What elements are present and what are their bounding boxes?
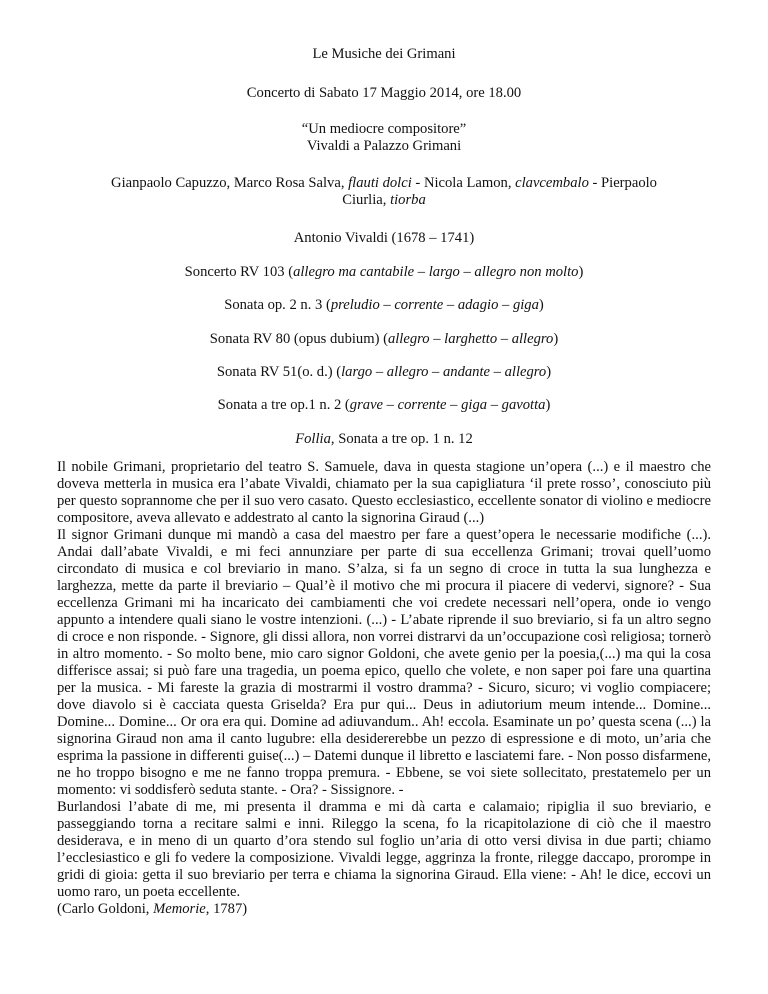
program-item-follia xyxy=(0,431,768,448)
series-title: Le Musiche dei Grimani xyxy=(312,46,456,62)
program-item-movements: largo – allegro – andante – allegro xyxy=(341,364,547,380)
program-item-close: ) xyxy=(578,264,584,280)
program-item-title: Sonata RV 80 (opus dubium) ( xyxy=(209,331,388,347)
performer-role-2: clavcembalo xyxy=(515,175,589,191)
program-item xyxy=(0,397,768,414)
program-item-title: Soncerto RV 103 ( xyxy=(184,264,294,280)
program-item-close: ) xyxy=(538,297,544,313)
program-item-close: ) xyxy=(546,364,552,380)
performer-names-1: Gianpaolo Capuzzo, Marco Rosa Salva, xyxy=(111,175,349,191)
excerpt-paragraph: Il signor Grimani dunque mi mandò a casa del maestro per fare a quest’opera le necessarie modifiche (...). Andai dall’abate Vivaldi, e mi feci annunziare per parte di sua eccellenza Grimani; trovai quell’uomo circondato di musica e col breviario in mano. S’alza, si fa un segno di croce in tutta la sua lunghezza e larghezza, mette da parte il breviario – Qual’è il motivo che mi procura il piacere di vedervi, signore? - Sua eccellenza Grimani mi ha incaricato dei cambiamenti che voi credete necessari nell’opera, onde io vengo appunto a intendere quali siano le vostre intenzioni. (...) - L’abate riprende il suo breviario, si fa un altro segno di croce e non risponde. - Signore, gli dissi allora, non vorrei distrarvi da un’occupazione così religiosa; tornerò in altro momento. - So molto bene, mio caro signor Goldoni, che avete genio per la poesia,(...) ma qui la cosa differisce assai; si può fare una tragedia, un poema epico, quello che volete, e non saper poi fare una quartina per la musica. - Mi fareste la grazia di mostrarmi il vostro dramma? - Sicuro, sicuro; vi voglio compiacere; dove diavolo si è cacciata questa Griselda? Era pur qui... Deus in adiutorium meum intende... Domine... Domine... Domine... Or ora era qui. Domine ad adiuvandum.. Ah! eccola. Esaminate un po’ questa scena (...) la signorina Giraud non ama il canto lugubre: ella desidererebbe un pezzo di espressione e di moto, un’aria che esprima la passione in differenti guise(...) – Datemi dunque il libretto e lasciatemi fare. - Non posso disfarmene, ne ho troppo bisogno e me ne fanno troppa premura. - Ebbene, se voi siete sollecitato, prestatemelo per un momento: vi soddisferò seduta stante. - Ora? - Sissignore. - xyxy=(57,527,711,798)
excerpt-citation xyxy=(57,901,711,918)
performer-role-3: tiorba xyxy=(390,192,426,208)
citation-open: (Carlo Goldoni, xyxy=(57,901,154,917)
concert-title: “Un mediocre compositore” xyxy=(301,121,467,137)
performer-role-1: flauti dolci xyxy=(348,175,412,191)
program-item-movements: allegro – larghetto – allegro xyxy=(387,331,554,347)
program-item-title: Sonata op. 2 n. 3 ( xyxy=(224,297,331,313)
performer-names-2: - Nicola Lamon, xyxy=(411,175,516,191)
program-item-close: ) xyxy=(545,397,551,413)
concert-subtitle: Vivaldi a Palazzo Grimani xyxy=(306,138,462,154)
program-item xyxy=(0,264,768,281)
program-item-title: Sonata RV 51(o. d.) ( xyxy=(216,364,342,380)
excerpt-paragraph: Burlandosi l’abate di me, mi presenta il dramma e mi dà carta e calamaio; ripiglia il suo breviario, e passeggiando torna a recitare salmi e inni. Rileggo la scena, fo la ricapitolazione di ciò che il maestro desiderava, e in meno di un quarto d’ora stendo sul foglio un’aria di otto versi divisa in due parti; chiamo l’ecclesiastico e gli fo vedere la composizione. Vivaldi legge, aggrinza la fronte, rilegge daccapo, prorompe in gridi di gioia: getta il suo breviario per terra e chiama la signorina Giraud. Ella viene: - Ah! le dice, eccovi un uomo raro, un poeta eccellente. xyxy=(57,799,711,900)
program-item-movements: preludio – corrente – adagio – giga xyxy=(330,297,539,313)
program-item xyxy=(0,331,768,348)
program-item-rest: , Sonata a tre op. 1 n. 12 xyxy=(330,431,473,447)
goldoni-excerpt xyxy=(57,459,711,918)
program-item-movements: allegro ma cantabile – largo – allegro non molto xyxy=(293,264,579,280)
program-item-italic-title: Follia xyxy=(295,431,331,447)
program-item-movements: grave – corrente – giga – gavotta xyxy=(349,397,546,413)
performer-names-3: - Pierpaolo Ciurlia, xyxy=(342,175,657,208)
citation-title: Memorie xyxy=(153,901,206,917)
citation-close: , 1787) xyxy=(205,901,248,917)
program-item-close: ) xyxy=(553,331,559,347)
performers xyxy=(90,175,678,209)
program-item xyxy=(0,364,768,381)
concert-date: Concerto di Sabato 17 Maggio 2014, ore 18.00 xyxy=(246,85,522,101)
program-item xyxy=(0,297,768,314)
program-item-title: Sonata a tre op.1 n. 2 ( xyxy=(217,397,350,413)
composer-heading: Antonio Vivaldi (1678 – 1741) xyxy=(293,230,475,246)
excerpt-paragraph: Il nobile Grimani, proprietario del teatro S. Samuele, dava in questa stagione un’opera (...) e il maestro che doveva metterla in musica era l’abate Vivaldi, chiamato per la sua capigliatura ‘il prete rosso’, conosciuto più per questo soprannome che per il suo vero casato. Questo ecclesiastico, eccellente sonator di violino e mediocre compositore, aveva allevato e addestrato al canto la signorina Giraud (...) xyxy=(57,459,711,526)
